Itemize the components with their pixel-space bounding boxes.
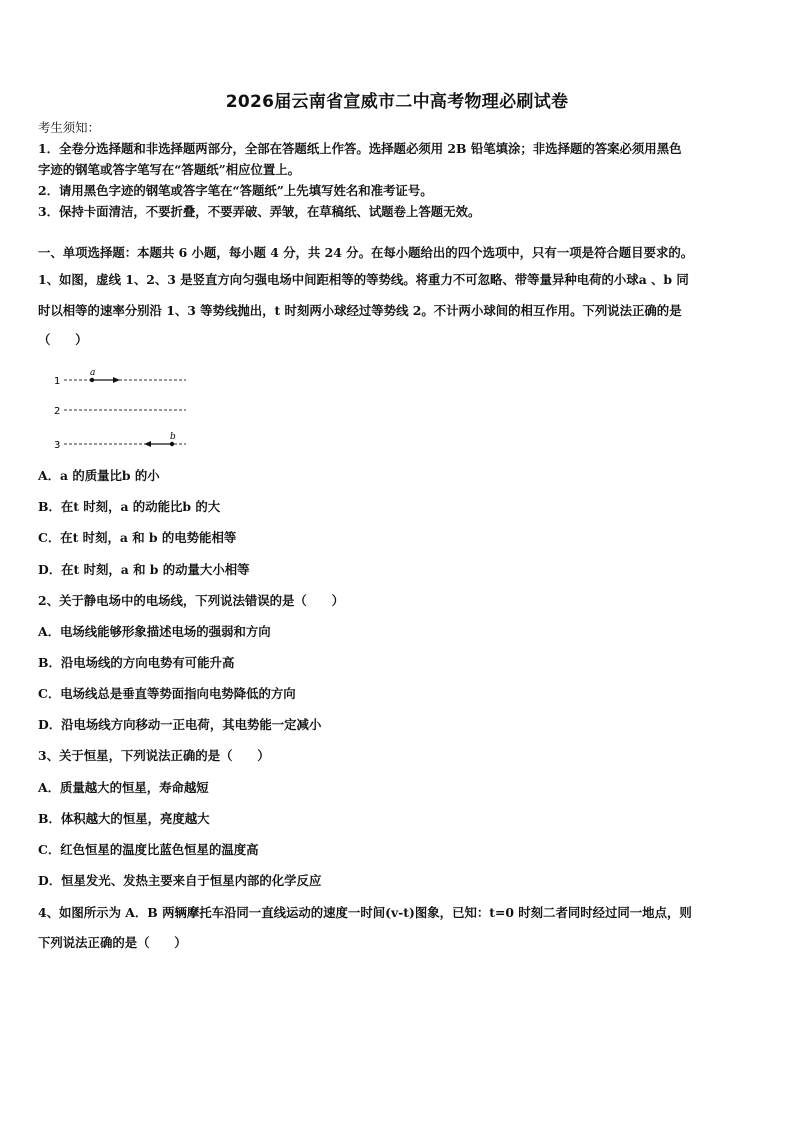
q3-option-d: D．恒星发光、发热主要来自于恒星内部的化学反应 (38, 873, 322, 888)
section-heading: 一、单项选择题：本题共 6 小题，每小题 4 分，共 24 分。在每小题给出的四个选项中，只有一项是符合题目要求的。 (38, 245, 694, 260)
q2-option-b: B．沿电场线的方向电势有可能升高 (38, 655, 235, 670)
notice-item-1-cont: 字迹的钢笔或答字笔写在“答题纸”相应位置上。 (38, 162, 301, 177)
q3-stem: 3、关于恒星，下列说法正确的是（ ） (38, 748, 270, 763)
q3-option-a: A．质量越大的恒星，寿命越短 (38, 780, 209, 795)
line-label-1: 1 (54, 376, 61, 387)
q1-stem-line-2: 时以相等的速率分别沿 1、3 等势线抛出，t 时刻两小球经过等势线 2。不计两小球间的相互作用。下列说法正确的是 (38, 303, 682, 318)
q4-stem-line-2: 下列说法正确的是（ ） (38, 935, 187, 950)
q1-option-c: C．在t 时刻，a 和 b 的电势能相等 (38, 530, 237, 545)
ball-b-label: b (170, 432, 176, 442)
ball-a-label: a (90, 368, 96, 378)
notice-item-1: 1．全卷分选择题和非选择题两部分，全部在答题纸上作答。选择题必须用 2B 铅笔填涂；非选择题的答案必须用黑色 (38, 141, 682, 156)
notice-item-3: 3．保持卡面清洁，不要折叠，不要弄破、弄皱，在草稿纸、试题卷上答题无效。 (38, 204, 481, 219)
q1-option-a: A．a 的质量比b 的小 (38, 468, 160, 483)
q4-stem-line-1: 4、如图所示为 A．B 两辆摩托车沿同一直线运动的速度一时间(v-t)图象，已知：t=0 时刻二者同时经过同一地点，则 (38, 905, 692, 920)
arrow-right-icon (113, 377, 120, 383)
q3-option-b: B．体积越大的恒星，亮度越大 (38, 811, 210, 826)
page-title: 2026届云南省宣威市二中高考物理必刷试卷 (225, 92, 569, 112)
q2-option-a: A．电场线能够形象描述电场的强弱和方向 (38, 624, 271, 639)
q2-option-d: D．沿电场线方向移动一正电荷，其电势能一定减小 (38, 717, 322, 732)
q1-stem-line-3: （ ） (38, 332, 88, 347)
q1-stem-line-1: 1、如图，虚线 1、2、3 是竖直方向匀强电场中间距相等的等势线。将重力不可忽略、带等量异种电荷的小球a 、b 同 (38, 272, 689, 287)
notice-heading: 考生须知： (38, 120, 100, 135)
q1-option-d: D．在t 时刻，a 和 b 的动量大小相等 (38, 562, 250, 577)
line-label-3: 3 (54, 440, 61, 451)
q2-option-c: C．电场线总是垂直等势面指向电势降低的方向 (38, 686, 296, 701)
arrow-left-icon (144, 441, 151, 447)
q2-stem: 2、关于静电场中的电场线，下列说法错误的是（ ） (38, 593, 344, 608)
q3-option-c: C．红色恒星的温度比蓝色恒星的温度高 (38, 842, 259, 857)
equipotential-diagram (52, 366, 192, 456)
q1-option-b: B．在t 时刻，a 的动能比b 的大 (38, 499, 221, 514)
line-label-2: 2 (54, 406, 61, 417)
notice-item-2: 2．请用黑色字迹的钢笔或答字笔在“答题纸”上先填写姓名和准考证号。 (38, 183, 433, 198)
